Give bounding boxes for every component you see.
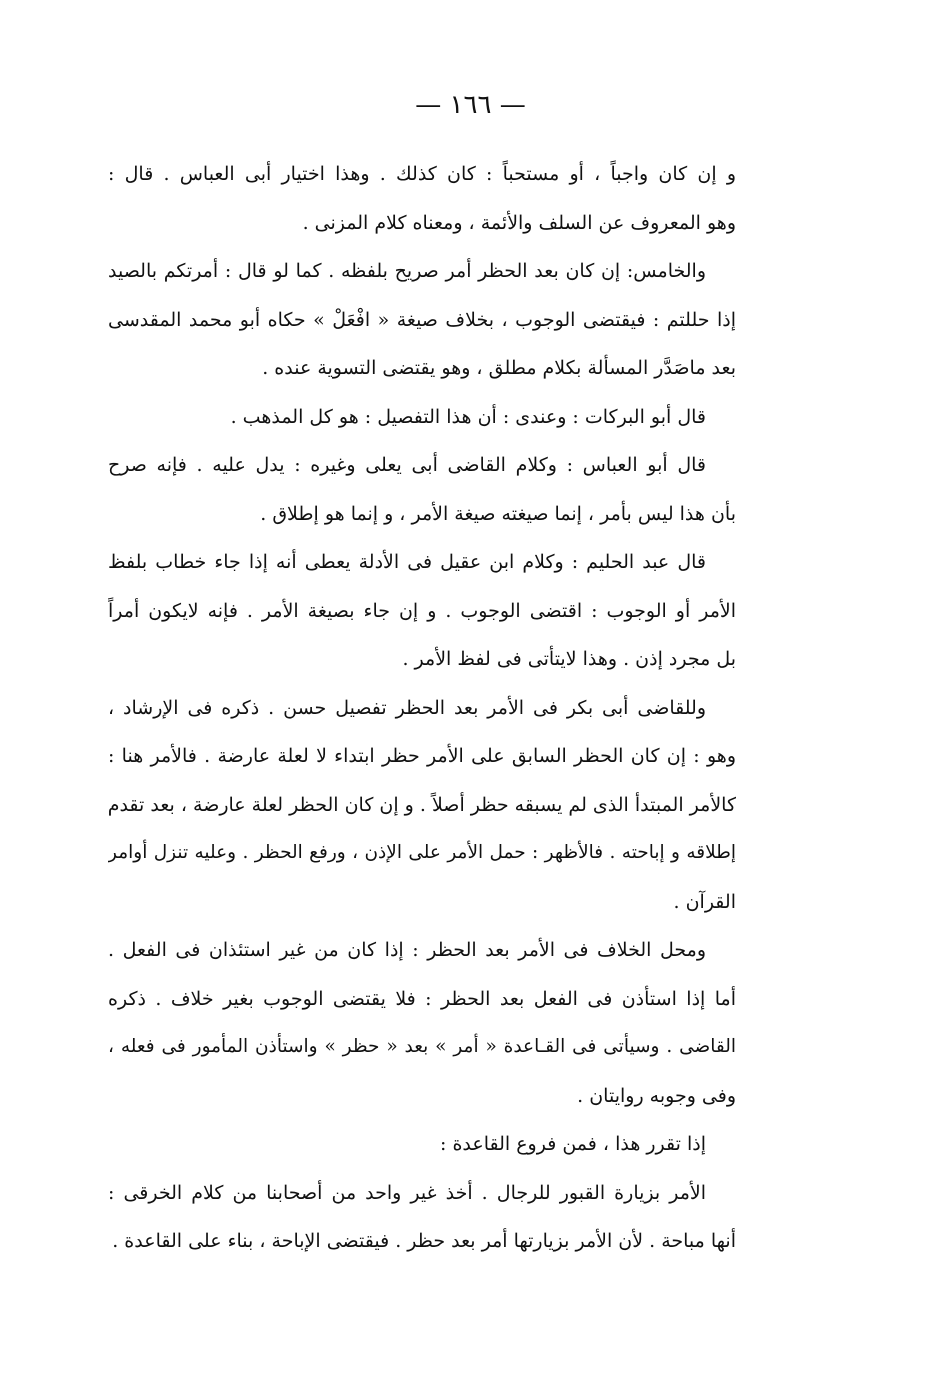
text-line: قال أبو البركات : وعندى : أن هذا التفصيل : هو كل المذهب .: [230, 405, 706, 428]
text-line: بعد ماصَدَّر المسألة بكلام مطلق ، وهو يقتضى التسوية عنده .: [262, 357, 736, 379]
text-line: وهو : إن كان الحظر السابق على الأمر حظر ابتداء لا لعلة عارضة . فالأمر هنا :: [108, 745, 736, 767]
page-number: — ١٦٦ —: [415, 90, 526, 120]
text-line: أنها مباحة . لأن الأمر بزيارتها أمر بعد حظر . فيقتضى الإباحة ، بناء على القاعدة .: [112, 1230, 736, 1252]
text-line: قال عبد الحليم : وكلام ابن عقيل فى الأدلة يعطى أنه إذا جاء خطاب بلفظ: [108, 551, 706, 573]
text-line: إذا حللتم : فيقتضى الوجوب ، بخلاف صيغة « افْعَلْ » حكاه أبو محمد المقدسى: [108, 308, 736, 331]
text-line: وهو المعروف عن السلف والأئمة ، ومعناه كلام المزنى .: [302, 211, 736, 234]
text-line: ومحل الخلاف فى الأمر بعد الحظر : إذا كان من غير استئذان فى الفعل .: [108, 939, 706, 961]
text-line: الأمر بزيارة القبور للرجال . أخذ غير واحد من أصحابنا من كلام الخرقى :: [108, 1181, 706, 1204]
text-line: و إن كان واجباً ، أو مستحباً : كان كذلك . وهذا اختيار أبى العباس . قال :: [108, 163, 736, 185]
text-line: والخامس: إن كان بعد الحظر أمر صريح بلفظه . كما لو قال : أمرتكم بالصيد: [108, 260, 706, 282]
text-line: أما إذا استأذن فى الفعل بعد الحظر : فلا يقتضى الوجوب بغير خلاف . ذكره: [108, 987, 736, 1010]
text-line: إذا تقرر هذا ، فمن فروع القاعدة :: [440, 1133, 706, 1155]
text-line: القاضى . وسيأتى فى القـاعدة « أمر » بعد « حظر » واستأذن المأمور فى فعله ،: [108, 1036, 736, 1057]
text-line: وفى وجوبه روايتان .: [577, 1084, 736, 1107]
text-line: وللقاضى أبى بكر فى الأمر بعد الحظر تفصيل حسن . ذكره فى الإرشاد ،: [108, 696, 706, 719]
text-line: قال أبو العباس : وكلام القاضى أبى يعلى وغيره : يدل عليه . فإنه صرح: [108, 454, 706, 476]
text-line: كالأمر المبتدأ الذى لم يسبقه حظر أصلاً . و إن كان الحظر لعلة عارضة ، بعد تقدم: [108, 793, 736, 816]
text-line: القرآن .: [673, 890, 736, 913]
text-line: إطلاقه و إباحته . فالأظهر : حمل الأمر على الإذن ، ورفع الحظر . وعليه تنزل أوامر: [108, 842, 736, 863]
body-text: [108, 150, 736, 1266]
text-line: بل مجرد إذن . وهذا لايتأتى فى لفظ الأمر .: [402, 648, 736, 670]
text-line: الأمر أو الوجوب : اقتضى الوجوب . و إن جاء بصيغة الأمر . فإنه لايكون أمراً: [108, 599, 736, 622]
text-line: بأن هذا ليس بأمر ، إنما صيغته صيغة الأمر ، و إنما هو إطلاق .: [260, 502, 736, 525]
